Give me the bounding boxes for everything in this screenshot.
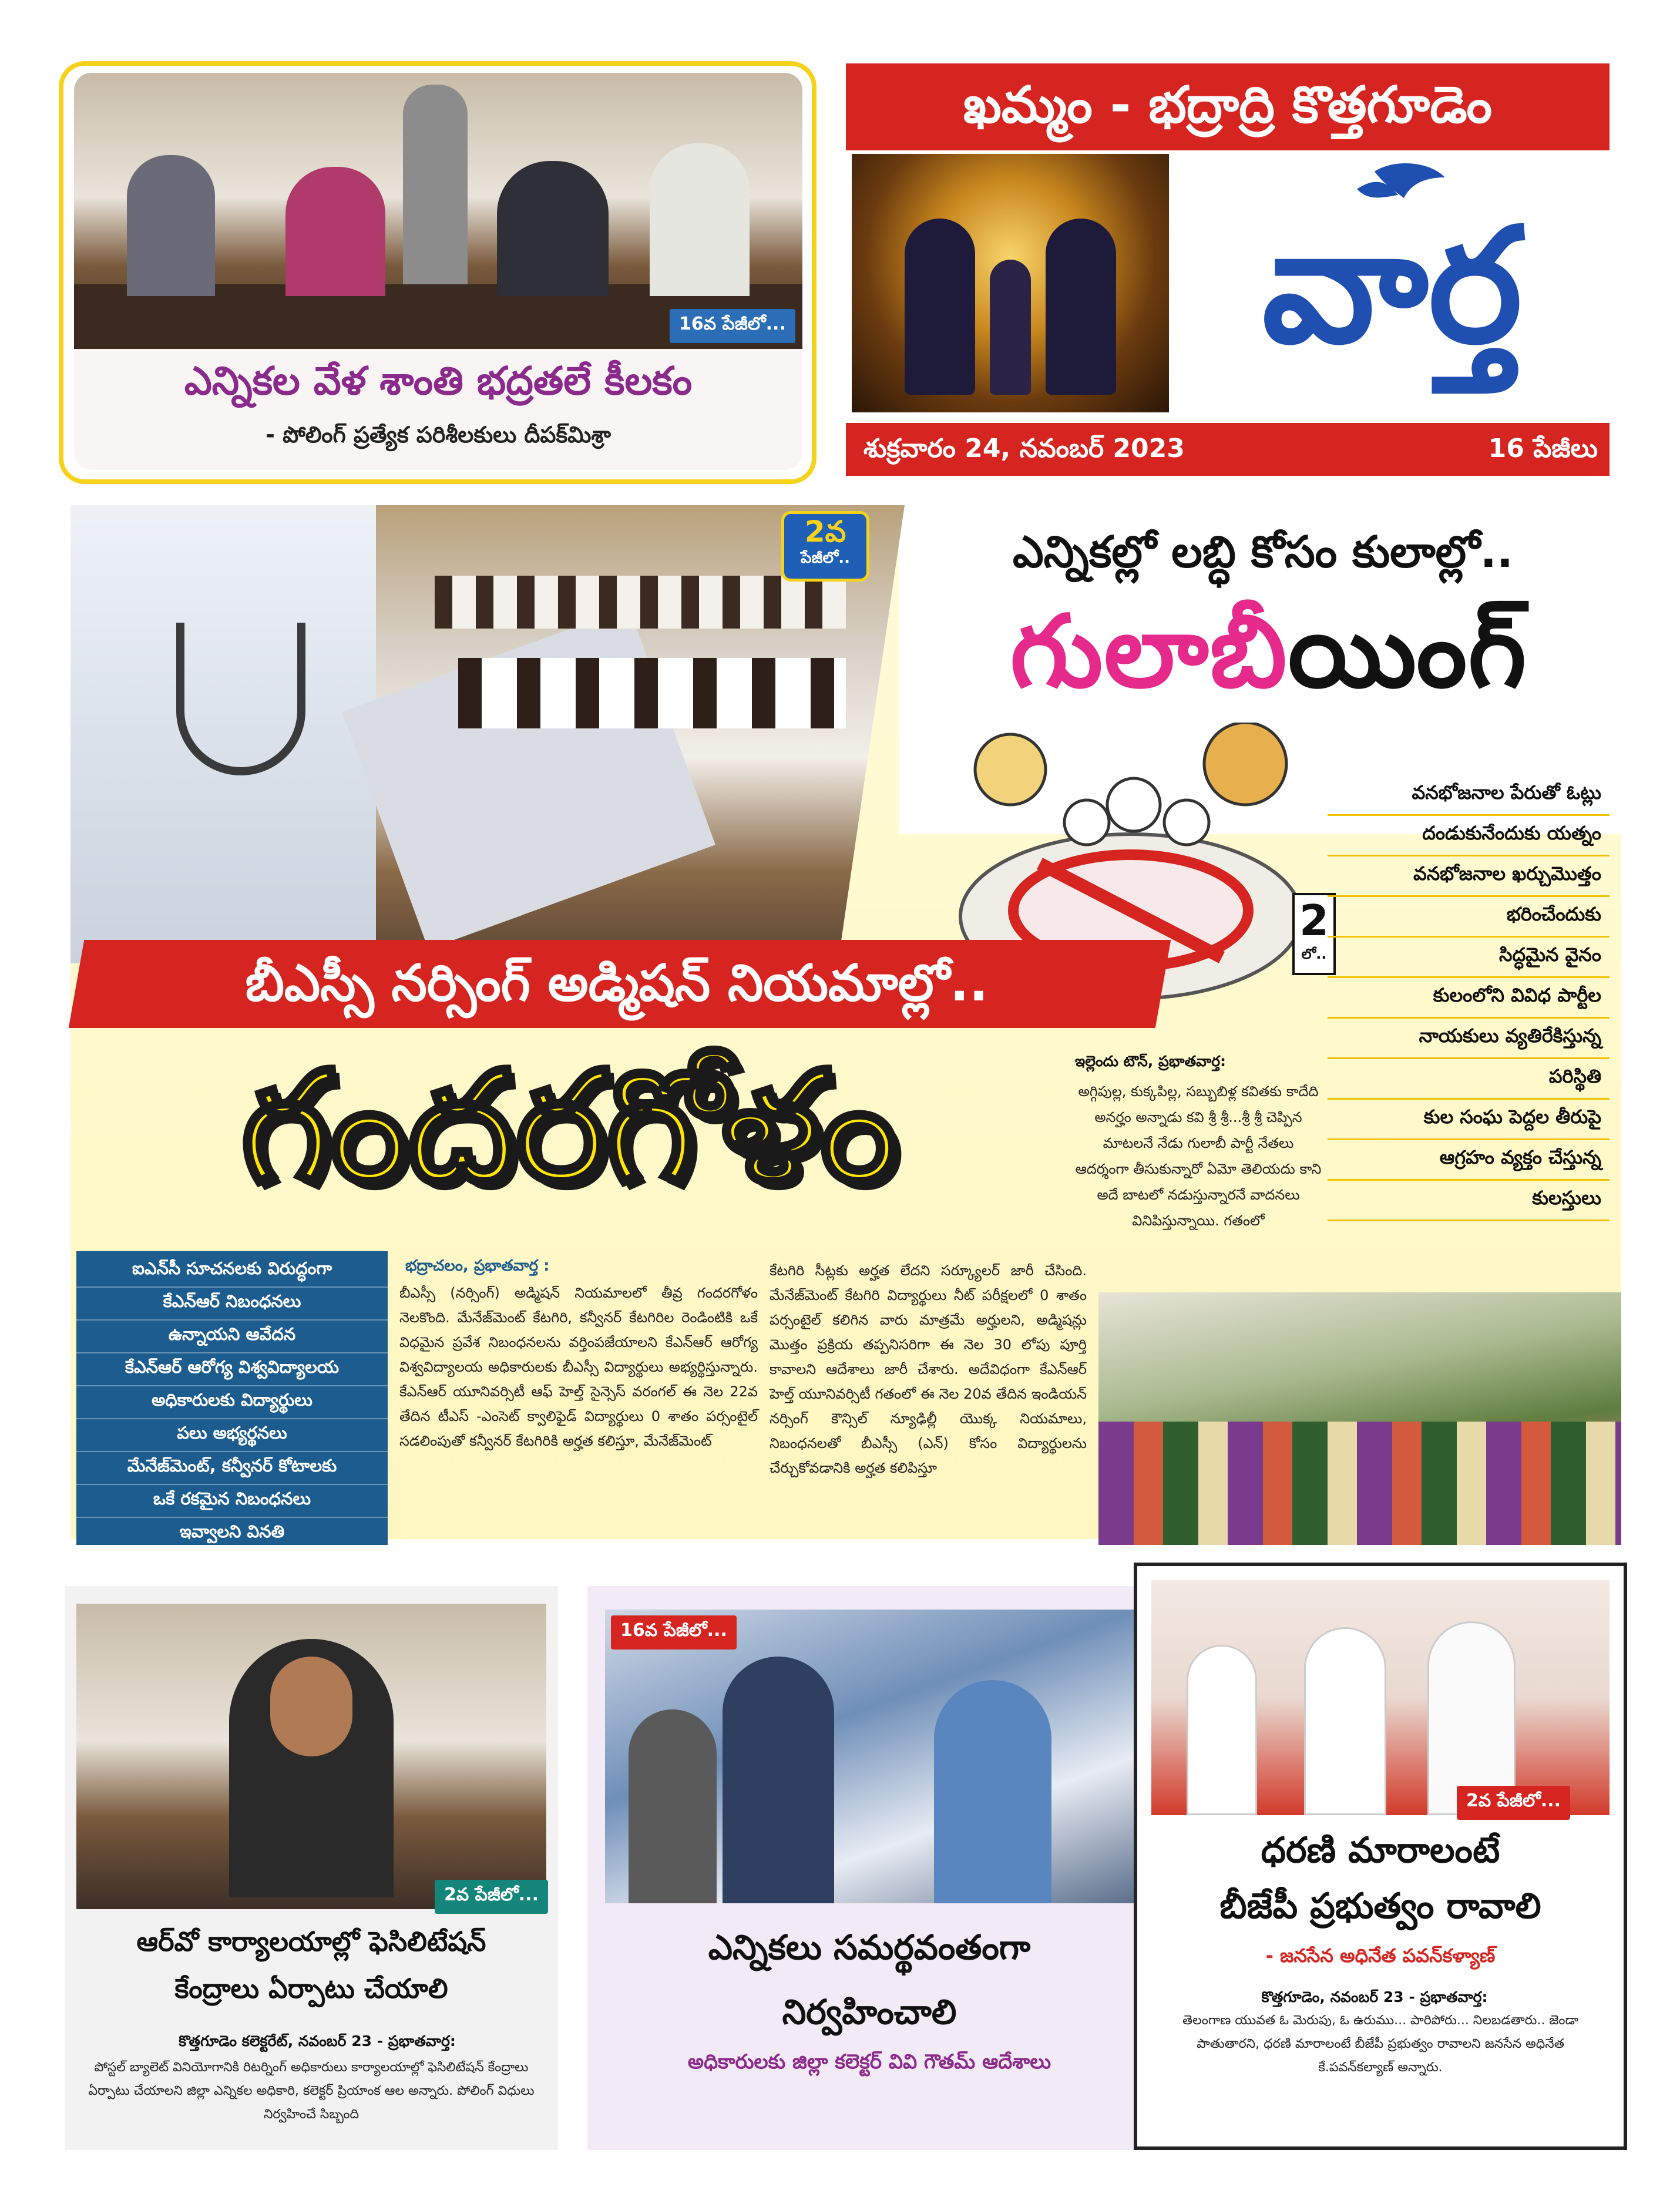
side-point: వనభోజనాల పేరుతో ఓట్లు	[1328, 775, 1610, 816]
student-row-shape	[435, 576, 846, 629]
second-story-headline-black: యింగ్	[1288, 594, 1528, 710]
bottom-right-byline: - జనసేన అధినేత పవన్‌కళ్యాణ్	[1265, 1944, 1496, 1967]
side-point: వనభోజనాల ఖర్చుమొత్తం	[1328, 856, 1610, 897]
vaartha-logo	[1181, 154, 1604, 412]
second-story-side-points	[1328, 775, 1610, 1221]
crowd-shape	[1098, 1422, 1621, 1545]
second-story-page-ref-text: లో..	[1301, 946, 1327, 962]
side-point: కుల సంఘ పెద్దల తీరుపై	[1328, 1100, 1610, 1140]
lead-side-point: ఒకే రకమైన నిబంధనలు	[76, 1485, 388, 1518]
idol-shape	[990, 260, 1031, 395]
lead-page-ref-badge[interactable]	[781, 511, 869, 582]
lead-side-point: మేనేజ్‌మెంట్, కన్వీనర్ కోటాలకు	[76, 1452, 388, 1485]
person-shape	[127, 155, 215, 296]
top-story-headline[interactable]: ఎన్నికల వేళ శాంతి భద్రతలే కీలకం	[184, 358, 693, 404]
lead-dateline: భద్రాచలం, ప్రభాతవార్త :	[405, 1257, 550, 1275]
top-story-page-ref[interactable]: 16వ పేజీలో...	[670, 309, 795, 343]
second-story-headline-pink: గులాబీ	[1010, 594, 1288, 710]
bottom-right-headline-1[interactable]: ధరణి మారాలంటే	[1261, 1830, 1500, 1871]
vaartha-logo-text: వార్త	[1262, 193, 1523, 378]
lead-side-point: కేఎన్‌ఆర్ ఆరోగ్య విశ్వవిద్యాలయ	[76, 1353, 388, 1386]
lead-headline[interactable]: గందరగోళం	[241, 1039, 898, 1217]
side-point: కులంలోని వివిధ పార్టీల	[1328, 978, 1610, 1019]
face-shape	[270, 1657, 352, 1756]
bottom-left-body: పోస్టల్ బ్యాలెట్ వినియోగానికి రిటర్నింగ్ అధికారులు కార్యాలయాల్లో ఫెసిలిటేషన్ కేంద్రాలు ఏర్పాటు చేయాలని జిల్లా ఎన్నికల అధికారి, కలెక్టర్ ప్రియాంక ఆల అన్నారు. పోలింగ్ విధులు నిర్వహించే సిబ్బంది	[88, 2060, 535, 2122]
side-point: ఆగ్రహం వ్యక్తం చేస్తున్న	[1328, 1140, 1610, 1181]
bottom-mid-page-ref[interactable]: 16వ పేజీలో...	[611, 1615, 737, 1650]
side-point: భరించేందుకు	[1328, 897, 1610, 938]
bottom-right-page-ref[interactable]: 2వ పేజీలో...	[1457, 1786, 1570, 1820]
lead-body-col1: బీఎస్సీ (నర్సింగ్) అడ్మిషన్ నియమాలలో తీవ్ర గందరగోళం నెలకొంది. మేనేజ్‌మెంట్ కేటగిరి, కన్వీనర్ కేటగిరిల రెండింటికి ఒకే విధమైన ప్రవేశ నిబంధనలను వర్తింపజేయాలని కేఎన్‌ఆర్ ఆరోగ్య విశ్వవిద్యాలయ అధికారులకు బీఎస్సీ విద్యార్థులు అభ్యర్థిస్తున్నారు. కేఎన్‌ఆర్ యూనివర్సిటీ ఆఫ్ హెల్త్ సైన్సెస్ వరంగల్ ఈ నెల 22వ తేదిన టీఎస్ -ఎంసెట్ క్వాలిఫైడ్ విద్యార్థులు 0 శాతం పర్సంటైల్ సడలింపుతో కన్వీనర్ కేటగిరికి అర్హత కలిస్తూ, మేనేజ్‌మెంట్	[399, 1285, 758, 1449]
person-shape	[723, 1657, 834, 1903]
person-shape	[403, 85, 468, 284]
person-shape	[1187, 1645, 1257, 1815]
person-shape	[934, 1680, 1051, 1903]
bottom-left-headline-2[interactable]: కేంద్రాలు ఏర్పాటు చేయాలి	[174, 1973, 448, 2004]
collector-photo	[76, 1604, 546, 1909]
side-point: నాయకులు వ్యతిరేకిస్తున్న	[1328, 1019, 1610, 1059]
lead-page-ref-text: పేజీలో..	[801, 549, 850, 567]
lead-body-col2: కేటగిరి సీట్లకు అర్హత లేదని సర్క్యూలర్ జారీ చేసింది. మేనేజ్‌మెంట్ కేటగిరి విద్యార్థులు నీట్ పరీక్షలలో 0 శాతం పర్సంటైల్ కలిగిన వారు మాత్రమే అర్హులని, అడ్మిషన్లు మొత్తం ప్రక్రియ తప్పనిసరిగా ఈ నెల 30 లోపు పూర్తి కావాలని ఆదేశాలు జారీ చేశారు. అదేవిధంగా కేఎన్‌ఆర్ హెల్త్ యూనివర్సిటీ గతంలో ఈ నెల 20వ తేదిన ఇండియన్ నర్సింగ్ కౌన్సిల్ న్యూఢిల్లీ యొక్క నియమాలు, నిబంధనలతో బీఎస్సీ (ఎన్) కోసం విద్యార్థులను చేర్చుకోవడానికి అర్హత కలిపిస్తూ	[770, 1262, 1087, 1476]
masthead-date: శుక్రవారం 24, నవంబర్ 2023	[863, 434, 1185, 463]
lead-side-panel	[76, 1251, 388, 1545]
idol-shape	[1046, 219, 1116, 395]
lead-side-point: కేఎన్‌ఆర్ నిబంధనలు	[76, 1288, 388, 1321]
second-story-dateline: ఇల్లెందు టౌన్, ప్రభాతవార్త:	[1075, 1053, 1227, 1070]
temple-idols-image	[852, 154, 1169, 412]
side-point: పరిస్థితి	[1328, 1059, 1610, 1100]
idol-shape	[905, 219, 975, 395]
stethoscope-icon	[176, 623, 305, 775]
lead-side-point: ఇవ్వాలని వినతి	[76, 1518, 388, 1551]
person-shape	[650, 143, 750, 296]
person-shape	[497, 161, 609, 296]
bottom-right-body: తెలంగాణ యువత ఓ మెరుపు, ఓ ఉరుము... పారిపోరు... నిలబడతారు.. జెండా పాతుతారని, ధరణి మారాలంటే బీజేపీ ప్రభుత్వం రావాలని జనసేన అధినేత కే.పవన్‌కల్యాణ్ అన్నారు.	[1182, 2013, 1578, 2075]
second-story-headline[interactable]	[940, 593, 1598, 711]
person-shape	[1304, 1627, 1386, 1815]
person-shape	[285, 167, 385, 296]
crowd-photo	[1098, 1292, 1621, 1545]
bottom-right-dateline: కొత్తగూడెం, నవంబర్ 23 - ప్రభాతవార్త:	[1261, 1988, 1488, 2005]
second-story-kicker[interactable]: ఎన్నికల్లో లబ్ధి కోసం కులాల్లో..	[1012, 527, 1514, 577]
lead-side-point: ఉన్నాయని ఆవేదన	[76, 1321, 388, 1353]
bottom-mid-headline-2[interactable]: నిర్వహించాలి	[782, 1992, 957, 2032]
second-story-page-ref-num: 2	[1299, 896, 1329, 945]
student-row-shape	[458, 658, 846, 728]
lead-side-point: ఐఎన్‌సీ సూచనలకు విరుద్ధంగా	[76, 1255, 388, 1288]
side-point: సిద్ధమైన వైనం	[1328, 938, 1610, 978]
side-point: కులస్తులు	[1328, 1181, 1610, 1221]
lead-kicker[interactable]: బీఎస్సీ నర్సింగ్ అడ్మిషన్ నియమాల్లో..	[245, 954, 989, 1013]
top-story-byline: - పోలింగ్ ప్రత్యేక పరిశీలకులు దీపక్‌మిశ్రా	[266, 422, 611, 448]
lead-side-point: అధికారులకు విద్యార్థులు	[76, 1386, 388, 1419]
bottom-right-headline-2[interactable]: బీజేపీ ప్రభుత్వం రావాలి	[1219, 1886, 1541, 1927]
masthead-pages: 16 పేజీలు	[1488, 434, 1598, 463]
side-point: దండుకునేందుకు యత్నం	[1328, 816, 1610, 856]
bottom-left-dateline: కొత్తగూడెం కలెక్టరేట్, నవంబర్ 23 - ప్రభాతవార్త:	[179, 2033, 456, 2050]
bottom-mid-headline-1[interactable]: ఎన్నికలు సమర్థవంతంగా	[708, 1927, 1031, 1967]
bottom-mid-sub: అధికారులకు జిల్లా కలెక్టర్ వివి గౌతమ్ ఆదేశాలు	[687, 2050, 1051, 2074]
masthead-region: ఖమ్మం - భద్రాద్రి కొత్తగూడెం	[963, 76, 1493, 135]
rally-photo	[1151, 1580, 1610, 1815]
top-story-photo	[74, 73, 802, 349]
bottom-left-page-ref[interactable]: 2వ పేజీలో...	[435, 1880, 548, 1914]
bottom-left-headline-1[interactable]: ఆర్‌వో కార్యాలయాల్లో ఫెసిలిటేషన్	[136, 1926, 486, 1957]
nursing-class-photo	[70, 505, 905, 963]
lead-side-point: పలు అభ్యర్థనలు	[76, 1419, 388, 1452]
person-shape	[629, 1709, 717, 1903]
lead-page-ref-num: 2వ	[804, 515, 846, 549]
second-story-body: అగ్గిపుల్ల, కుక్కపిల్ల, సబ్బుబిళ్ల కవితకు కాదేది అనర్హం అన్నాడు కవి శ్రీ శ్రీ...శ్రీ శ్రీ చెప్పిన మాటలనే నేడు గులాబీ పార్టీ నేతలు ఆదర్శంగా తీసుకున్నారో ఏమో తెలియదు కాని అదే బాటలో నడుస్తున్నారనే వాదనలు వినిపిస్తున్నాయి. గతంలో	[1075, 1083, 1322, 1229]
officials-photo	[605, 1610, 1134, 1903]
